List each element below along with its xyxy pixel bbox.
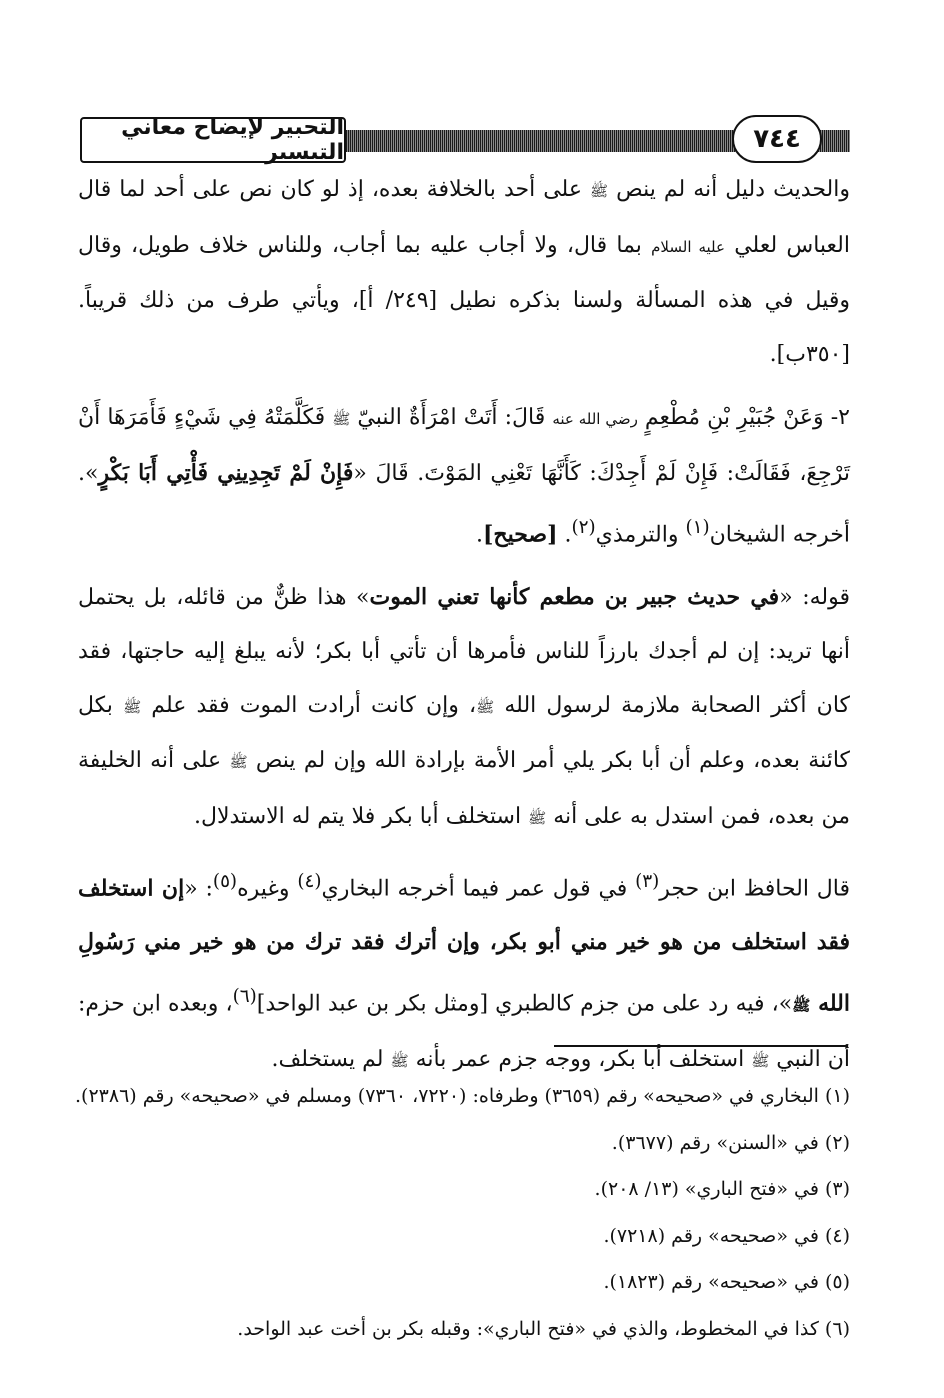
- footnote-ref[interactable]: (٣): [635, 871, 660, 893]
- page-number: ٧٤٤: [732, 115, 822, 163]
- footnote-ref[interactable]: (١): [685, 516, 710, 538]
- footnote-ref[interactable]: (٦): [232, 985, 257, 1007]
- paragraph-1: [78, 163, 850, 381]
- alayhi-salam-symbol: عليه السلام: [651, 237, 725, 256]
- salawat-symbol: ﷺ: [589, 182, 609, 200]
- text: والحديث دليل أنه لم ينص: [608, 177, 850, 202]
- text: ٢- وَعَنْ جُبَيْرِ بْنِ مُطْعِمٍ: [637, 405, 850, 431]
- salawat-symbol: ﷺ: [476, 697, 495, 716]
- salawat-symbol: ﷺ: [390, 1051, 409, 1070]
- text: استخلف أبا بكر، ووجه جزم عمر بأنه: [408, 1046, 752, 1072]
- footnote-1: (١) البخاري في «صحيحه» رقم (٣٦٥٩) وطرفاه: (٧٢٢٠، ٧٣٦٠) ومسلم في «صحيحه» رقم (٢٣٨٦).: [75, 1085, 850, 1107]
- book-title: التحبير لإيضاح معاني التيسير: [80, 117, 346, 163]
- text: قوله: «: [779, 585, 850, 611]
- text: ، وإن كانت أرادت الموت فقد علم: [141, 692, 477, 718]
- text: في قول عمر فيما أخرجه البخاري: [321, 876, 636, 902]
- footnote-2: (٢) في «السنن» رقم (٣٦٧٧).: [611, 1131, 850, 1154]
- text: بكل كائنة بعده، وعلم أن أبا بكر يلي أمر الأمة بإرادة الله وإن لم ينص: [78, 692, 851, 774]
- footnote-ref[interactable]: (٢): [571, 516, 596, 538]
- page-header: [80, 112, 850, 164]
- radiallahu-symbol: رضي الله عنه: [552, 410, 638, 429]
- text: قال الحافظ ابن حجر: [659, 876, 850, 902]
- text: » هذا ظنٌّ من قائله، بل يحتمل أنها تريد: إن لم أجدك بارزاً للناس فأمرها أن تأتي أبا بكر؛ لأنه يبلغ إليه حاجتها، فقد كان أكثر الصحابة ملازمة لرسول الله: [78, 585, 850, 718]
- quoted-phrase: في حديث جبير بن مطعم كأنها تعني الموت: [369, 584, 780, 611]
- text: وغيره: [237, 876, 298, 902]
- text: .: [475, 521, 483, 547]
- paragraph-4: [78, 855, 850, 1088]
- footnote-ref[interactable]: (٤): [297, 871, 322, 893]
- salawat-symbol: ﷺ: [229, 753, 248, 772]
- text: فَكَلَّمَتْهُ فِي شَيْءٍ فَأَمَرَهَا أَنْ تَرْجِعَ، فَقَالَتْ: فَإِنْ لَمْ أَجِدْكَ: كَأَنَّهَا تَعْنِي المَوْتَ. قَالَ «: [78, 405, 850, 486]
- footnotes: [75, 1073, 850, 1352]
- salawat-symbol: ﷺ: [751, 1051, 770, 1070]
- salawat-symbol: ﷺ: [332, 410, 351, 429]
- salawat-symbol: ﷺ: [528, 808, 547, 827]
- text: ». أخرجه الشيخان: [78, 460, 850, 547]
- footnote-5: (٥) في «صحيحه» رقم (١٨٢٣).: [603, 1271, 850, 1293]
- text: ، وبعده ابن حزم: أن النبي: [78, 991, 850, 1072]
- salawat-symbol: ﷺ: [123, 697, 142, 716]
- text: استخلف أبا بكر فلا يتم له الاستدلال.: [193, 803, 529, 829]
- main-text: [78, 163, 850, 1098]
- salawat-symbol: ﷺ: [792, 996, 811, 1015]
- text: بما قال، ولا أجاب عليه بما أجاب، وللناس خلاف طويل، وقال وقيل في هذه المسألة ولسنا بذكره نطيل [٢٤٩/ أ]، ويأتي طرف من ذلك قريباً. [٣٥٠ب].: [78, 232, 850, 367]
- text: والترمذي: [595, 521, 686, 547]
- text: : «: [184, 876, 213, 902]
- text: .: [557, 521, 572, 547]
- paragraph-2-hadith: [78, 391, 850, 561]
- footnote-3: (٣) في «فتح الباري» (١٣/ ٢٠٨).: [594, 1178, 850, 1200]
- grading-label: [صحيح]: [482, 520, 558, 547]
- text: على أنه الخليفة من بعده، فمن استدل به على أنه: [78, 748, 850, 829]
- text: لم يستخلف.: [271, 1046, 391, 1072]
- text: قَالَ: أَتَتْ امْرَأَةٌ النبيّ: [350, 405, 553, 431]
- footnote-4: (٤) في «صحيحه» رقم (٧٢١٨).: [603, 1224, 850, 1247]
- text: »، فيه رد على من جزم كالطبري [ومثل بكر بن عبد الواحد]: [256, 991, 793, 1017]
- footnote-ref[interactable]: (٥): [212, 871, 238, 893]
- text: على أحد بالخلافة بعده، إذ لو كان نص على أحد لما قال العباس لعلي: [78, 177, 850, 258]
- quoted-phrase: إن استخلف فقد استخلف من هو خير مني أبو بكر، وإن أترك فقد ترك من هو خير مني رَسُولِ الله: [78, 875, 850, 1017]
- footnote-6: (٦) كذا في المخطوط، والذي في «فتح الباري»: وقبله بكر بن أخت عبد الواحد.: [237, 1317, 850, 1340]
- footnote-separator: [554, 1045, 848, 1047]
- paragraph-3: [78, 571, 850, 845]
- hadith-quote: فَإِنْ لَمْ تَجِدِينِي فَأْتِي أَبَا بَكْرٍ: [98, 459, 354, 486]
